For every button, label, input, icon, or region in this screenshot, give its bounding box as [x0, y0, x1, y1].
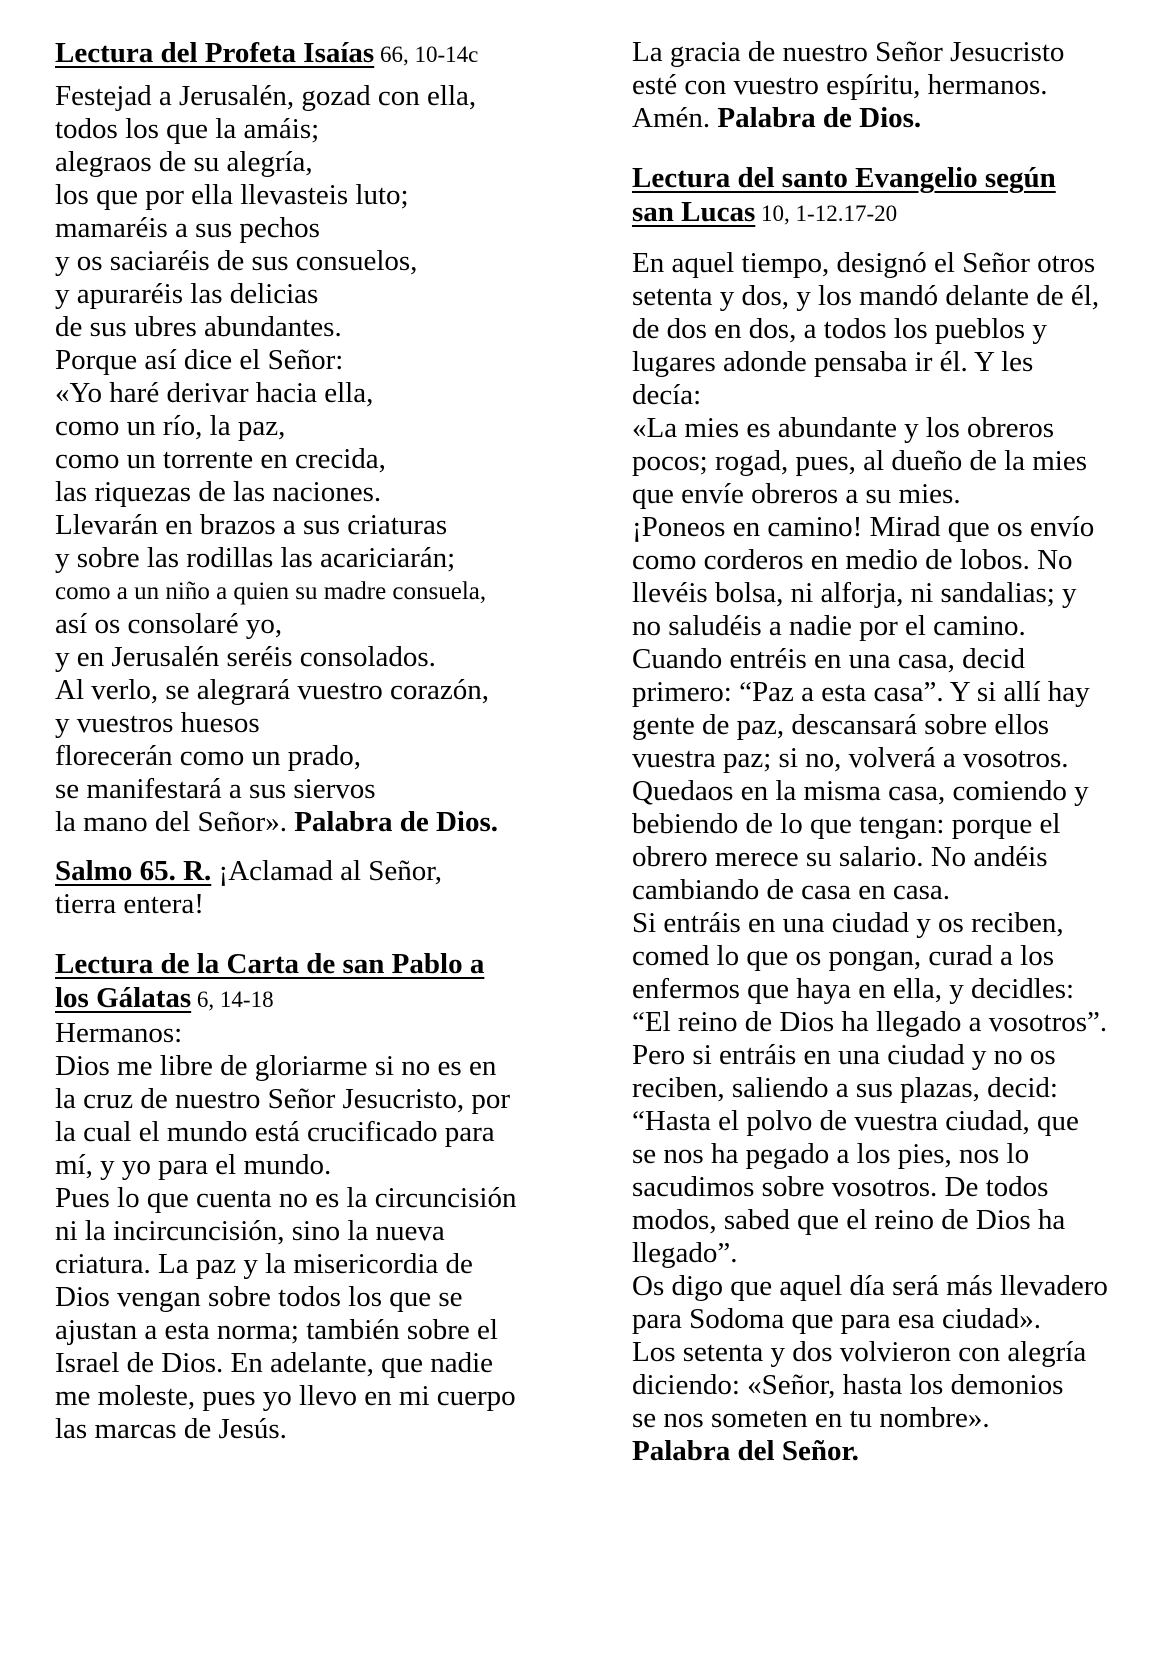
text-line: de sus ubres abundantes. [55, 311, 342, 343]
text-line: Os digo que aquel día será más llevadero [632, 1270, 1108, 1302]
text-line: que envíe obreros a su mies. [632, 478, 961, 510]
salmo-response-2: tierra entera! [55, 888, 204, 920]
text-line: reciben, saliendo a sus plazas, decid: [632, 1072, 1058, 1104]
text-line: mamaréis a sus pechos [55, 212, 320, 244]
text-line: Dios me libre de gloriarme si no es en [55, 1050, 497, 1082]
text-line: como a un niño a quien su madre consuela, [55, 578, 487, 605]
text-line: como un río, la paz, [55, 410, 286, 442]
galatas-title-2: los Gálatas [55, 982, 192, 1014]
galatas-title-1: Lectura de la Carta de san Pablo a [55, 948, 485, 980]
text-line: cambiando de casa en casa. [632, 874, 951, 906]
text-line: enfermos que haya en ella, y decidles: [632, 973, 1075, 1005]
text-line: Porque así dice el Señor: [55, 344, 344, 376]
text-line: Dios vengan sobre todos los que se [55, 1281, 463, 1313]
text-line: Pues lo que cuenta no es la circuncisión [55, 1182, 517, 1214]
text-line: setenta y dos, y los mandó delante de él, [632, 280, 1100, 312]
text-line: me moleste, pues yo llevo en mi cuerpo [55, 1380, 516, 1412]
text-line-end: Amén. [632, 102, 711, 134]
text-line: las marcas de Jesús. [55, 1413, 287, 1445]
text-line: y sobre las rodillas las acariciarán; [55, 542, 456, 574]
text-line: los que por ella llevasteis luto; [55, 179, 409, 211]
text-line: y vuestros huesos [55, 707, 260, 739]
isaias-heading [55, 36, 575, 72]
text-line: se manifestará a sus siervos [55, 773, 376, 805]
text-line: se nos ha pegado a los pies, nos lo [632, 1138, 1030, 1170]
text-line: primero: “Paz a esta casa”. Y si allí hay [632, 676, 1090, 708]
text-line: Quedaos en la misma casa, comiendo y [632, 775, 1089, 807]
evangelio-title-1: Lectura del santo Evangelio según [632, 162, 1056, 194]
text-line: y apuraréis las delicias [55, 278, 319, 310]
isaias-closing: Palabra de Dios. [294, 806, 499, 838]
text-line: Hermanos: [55, 1017, 183, 1049]
text-line: todos los que la amáis; [55, 113, 320, 145]
left-column [55, 36, 575, 1446]
text-line: esté con vuestro espíritu, hermanos. [632, 69, 1048, 101]
text-line: de dos en dos, a todos los pueblos y [632, 313, 1047, 345]
evangelio-text [632, 247, 1164, 1468]
salmo-response: ¡Aclamad al Señor, [211, 855, 443, 887]
galatas-heading [55, 947, 575, 1017]
galatas-text [55, 1017, 575, 1446]
right-column [632, 36, 1164, 1468]
evangelio-title-2: san Lucas [632, 196, 756, 228]
text-line: «Yo haré derivar hacia ella, [55, 377, 374, 409]
evangelio-ref: 10, 1-12.17-20 [755, 201, 898, 226]
text-line: modos, sabed que el reino de Dios ha [632, 1204, 1066, 1236]
text-line: obrero merece su salario. No andéis [632, 841, 1048, 873]
text-line [55, 806, 575, 839]
text-line: “Hasta el polvo de vuestra ciudad, que [632, 1105, 1079, 1137]
galatas-closing: Palabra de Dios. [710, 102, 922, 134]
text-line: «La mies es abundante y los obreros [632, 412, 1055, 444]
text-line: alegraos de su alegría, [55, 146, 313, 178]
text-line: ni la incircuncisión, sino la nueva [55, 1215, 445, 1247]
text-line: Al verlo, se alegrará vuestro corazón, [55, 674, 489, 706]
text-line: La gracia de nuestro Señor Jesucristo [632, 36, 1065, 68]
text-line: ¡Poneos en camino! Mirad que os envío [632, 511, 1095, 543]
text-line: así os consolaré yo, [55, 608, 283, 640]
text-line: Cuando entréis en una casa, decid [632, 643, 1025, 675]
galatas-ref: 6, 14-18 [191, 987, 274, 1012]
text-line: florecerán como un prado, [55, 740, 361, 772]
evangelio-closing: Palabra del Señor. [632, 1435, 859, 1467]
text-line: como corderos en medio de lobos. No [632, 544, 1073, 576]
text-line: como un torrente en crecida, [55, 443, 386, 475]
text-line: llevéis bolsa, ni alforja, ni sandalias; y [632, 577, 1077, 609]
text-line: la cruz de nuestro Señor Jesucristo, por [55, 1083, 511, 1115]
text-line: diciendo: «Señor, hasta los demonios [632, 1369, 1064, 1401]
text-line: comed lo que os pongan, curad a los [632, 940, 1055, 972]
text-line: sacudimos sobre vosotros. De todos [632, 1171, 1049, 1203]
isaias-title: Lectura del Profeta Isaías [55, 37, 375, 69]
text-line: llegado”. [632, 1237, 738, 1269]
text-line: “El reino de Dios ha llegado a vosotros”. [632, 1006, 1108, 1038]
text-line: En aquel tiempo, designó el Señor otros [632, 247, 1096, 279]
text-line: gente de paz, descansará sobre ellos [632, 709, 1050, 741]
text-line: ajustan a esta norma; también sobre el [55, 1314, 498, 1346]
text-line: Israel de Dios. En adelante, que nadie [55, 1347, 494, 1379]
text-line: pocos; rogad, pues, al dueño de la mies [632, 445, 1088, 477]
text-line: criatura. La paz y la misericordia de [55, 1248, 473, 1280]
isaias-ref: 66, 10-14c [374, 42, 479, 67]
text-line: lugares adonde pensaba ir él. Y les [632, 346, 1034, 378]
text-line: se nos someten en tu nombre». [632, 1402, 990, 1434]
text-line: no saludéis a nadie por el camino. [632, 610, 1026, 642]
evangelio-heading [632, 161, 1164, 231]
text-line: Si entráis en una ciudad y os reciben, [632, 907, 1064, 939]
text-line: y os saciaréis de sus consuelos, [55, 245, 418, 277]
isaias-text [55, 80, 575, 839]
text-line: Llevarán en brazos a sus criaturas [55, 509, 448, 541]
text-line: decía: [632, 379, 702, 411]
salmo-block [55, 855, 575, 921]
text-line: la cual el mundo está crucificado para [55, 1116, 495, 1148]
text-line: Los setenta y dos volvieron con alegría [632, 1336, 1087, 1368]
text-line: para Sodoma que para esa ciudad». [632, 1303, 1042, 1335]
text-line: las riquezas de las naciones. [55, 476, 382, 508]
text-line: vuestra paz; si no, volverá a vosotros. [632, 742, 1069, 774]
text-line: Pero si entráis en una ciudad y no os [632, 1039, 1056, 1071]
salmo-title: Salmo 65. R. [55, 855, 212, 887]
text-line: mí, y yo para el mundo. [55, 1149, 332, 1181]
text-line-end: la mano del Señor». [55, 806, 287, 838]
text-line: bebiendo de lo que tengan: porque el [632, 808, 1061, 840]
text-line: y en Jerusalén seréis consolados. [55, 641, 436, 673]
galatas-continuation [632, 36, 1164, 135]
text-line: Festejad a Jerusalén, gozad con ella, [55, 80, 477, 112]
